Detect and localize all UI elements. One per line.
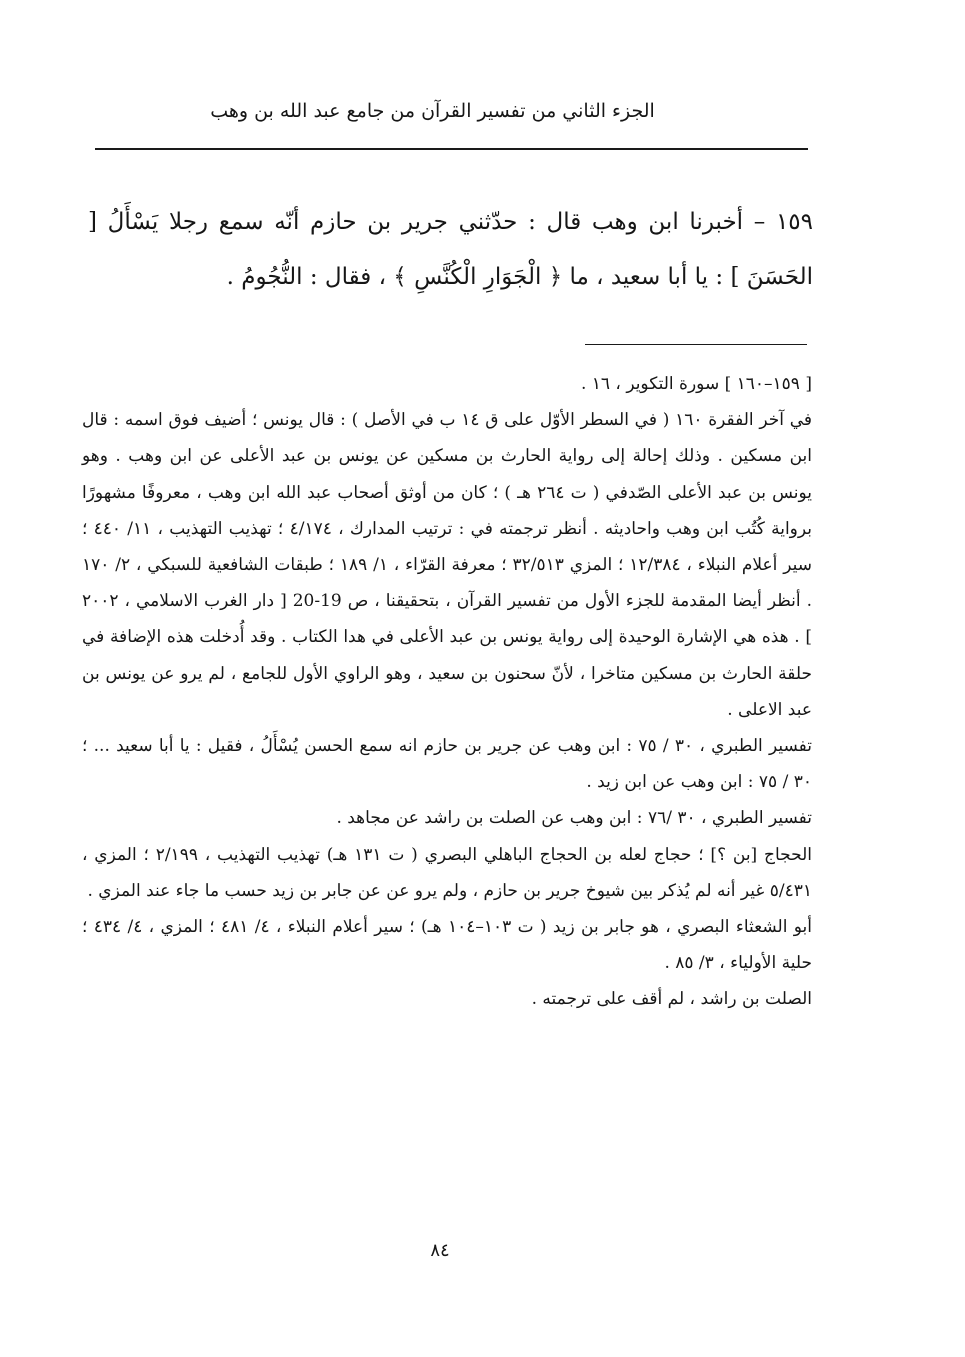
page-number: ٨٤ <box>430 1240 450 1261</box>
main-text <box>88 195 813 305</box>
note-abu-al-shatha: أبو الشعثاء البصري ، هو جابر بن زيد ( ت ١٠٣–١٠٤ هـ) ؛ سير أعلام النبلاء ، ٤/ ٤٨١ ؛ المزي ، ٤/ ٤٣٤ ؛ حلية الأولياء ، ٣/ ٨٥ . <box>82 917 812 974</box>
header-rule <box>95 148 808 150</box>
note-hajjaj: الحجاج [بن ؟] ؛ حجاج لعله بن الحجاج الباهلي البصري ( ت ١٣١ هـ) تهذيب التهذيب ، ٢/١٩٩ ؛ المزي ، ٥/٤٣١ غير أنه لم يُذكر بين شيوخ جرير بن حازم ، ولم يرو عن عن جابر بن زيد حسب ما جاء عند المزي . <box>82 844 812 901</box>
hadith-159: ١٥٩ – أخبرنا ابن وهب قال : حدّثني جرير بن حازم أنّه سمع رجلا يَسْأَلُ [ الحَسَنَ ] : يا أبا سعيد ، ما ﴿ الْجَوَارِ الْكُنَّسِ ﴾ ، فقال : النُّجُومُ . <box>88 209 813 290</box>
footnote-rule <box>585 344 807 345</box>
note-yunus: في آخر الفقرة ١٦٠ ( في السطر الأوّل على ق ١٤ ب في الأصل ) : قال يونس ؛ أضيف فوق اسمه : قال ابن مسكين . وذلك إحالة إلى رواية الحارث بن مسكين عن يونس بن عبد الأعلى عن ابن وهب . وهو يونس بن عبد الأعلى الصّدفي ( ت ٢٦٤ هـ ) ؛ كان من أوثق أصحاب عبد الله ابن وهب ، معروفًا مشهورًا برواية كُتُب ابن وهب واحاديثه . أنظر ترجمته في : ترتيب المدارك ، ٤/١٧٤ ؛ تهذيب التهذيب ، ١١/ ٤٤٠ ؛ سير أعلام النبلاء ، ١٢/٣٨٤ ؛ المزي ٣٢/٥١٣ ؛ معرفة القرّاء ، ١/ ١٨٩ ؛ طبقات الشافعية للسبكي ، ٢/ ١٧٠ . أنظر أيضا المقدمة للجزء الأول من تفسير القرآن ، بتحقيقنا ، ص 19-20 [ دار الغرب الاسلامي ، ٢٠٠٢ ] . هذه هي الإشارة الوحيدة إلى رواية يونس بن عبد الأعلى في هدا الكتاب . وقد أُدخلت هذه الإضافة في حلقة الحارث بن مسكين متاخرا ، لأنّ سحنون بن سعيد ، وهو الراوي الأول للجامع ، لم يرو عن يونس بن عبد الاعلى . <box>82 410 812 720</box>
note-salt: الصلت بن راشد ، لم أقف على ترجمته . <box>531 989 812 1010</box>
running-header: الجزء الثاني من تفسير القرآن من جامع عبد الله بن وهب <box>210 100 655 122</box>
note-tabari-76: تفسير الطبري ، ٣٠ /٧٦ : ابن وهب عن الصلت بن راشد عن مجاهد . <box>336 808 812 829</box>
footnotes <box>82 366 812 1018</box>
note-tabari-75: تفسير الطبري ، ٣٠ / ٧٥ : ابن وهب عن جرير بن حازم انه سمع الحسن يُسْأَلُ ، فقيل : يا أبا سعيد ... ؛ ٣٠ / ٧٥ : ابن وهب عن ابن زيد . <box>82 736 812 793</box>
note-verse-ref: [ ١٥٩–١٦٠ ] سورة التكوير ، ١٦ . <box>580 374 812 394</box>
